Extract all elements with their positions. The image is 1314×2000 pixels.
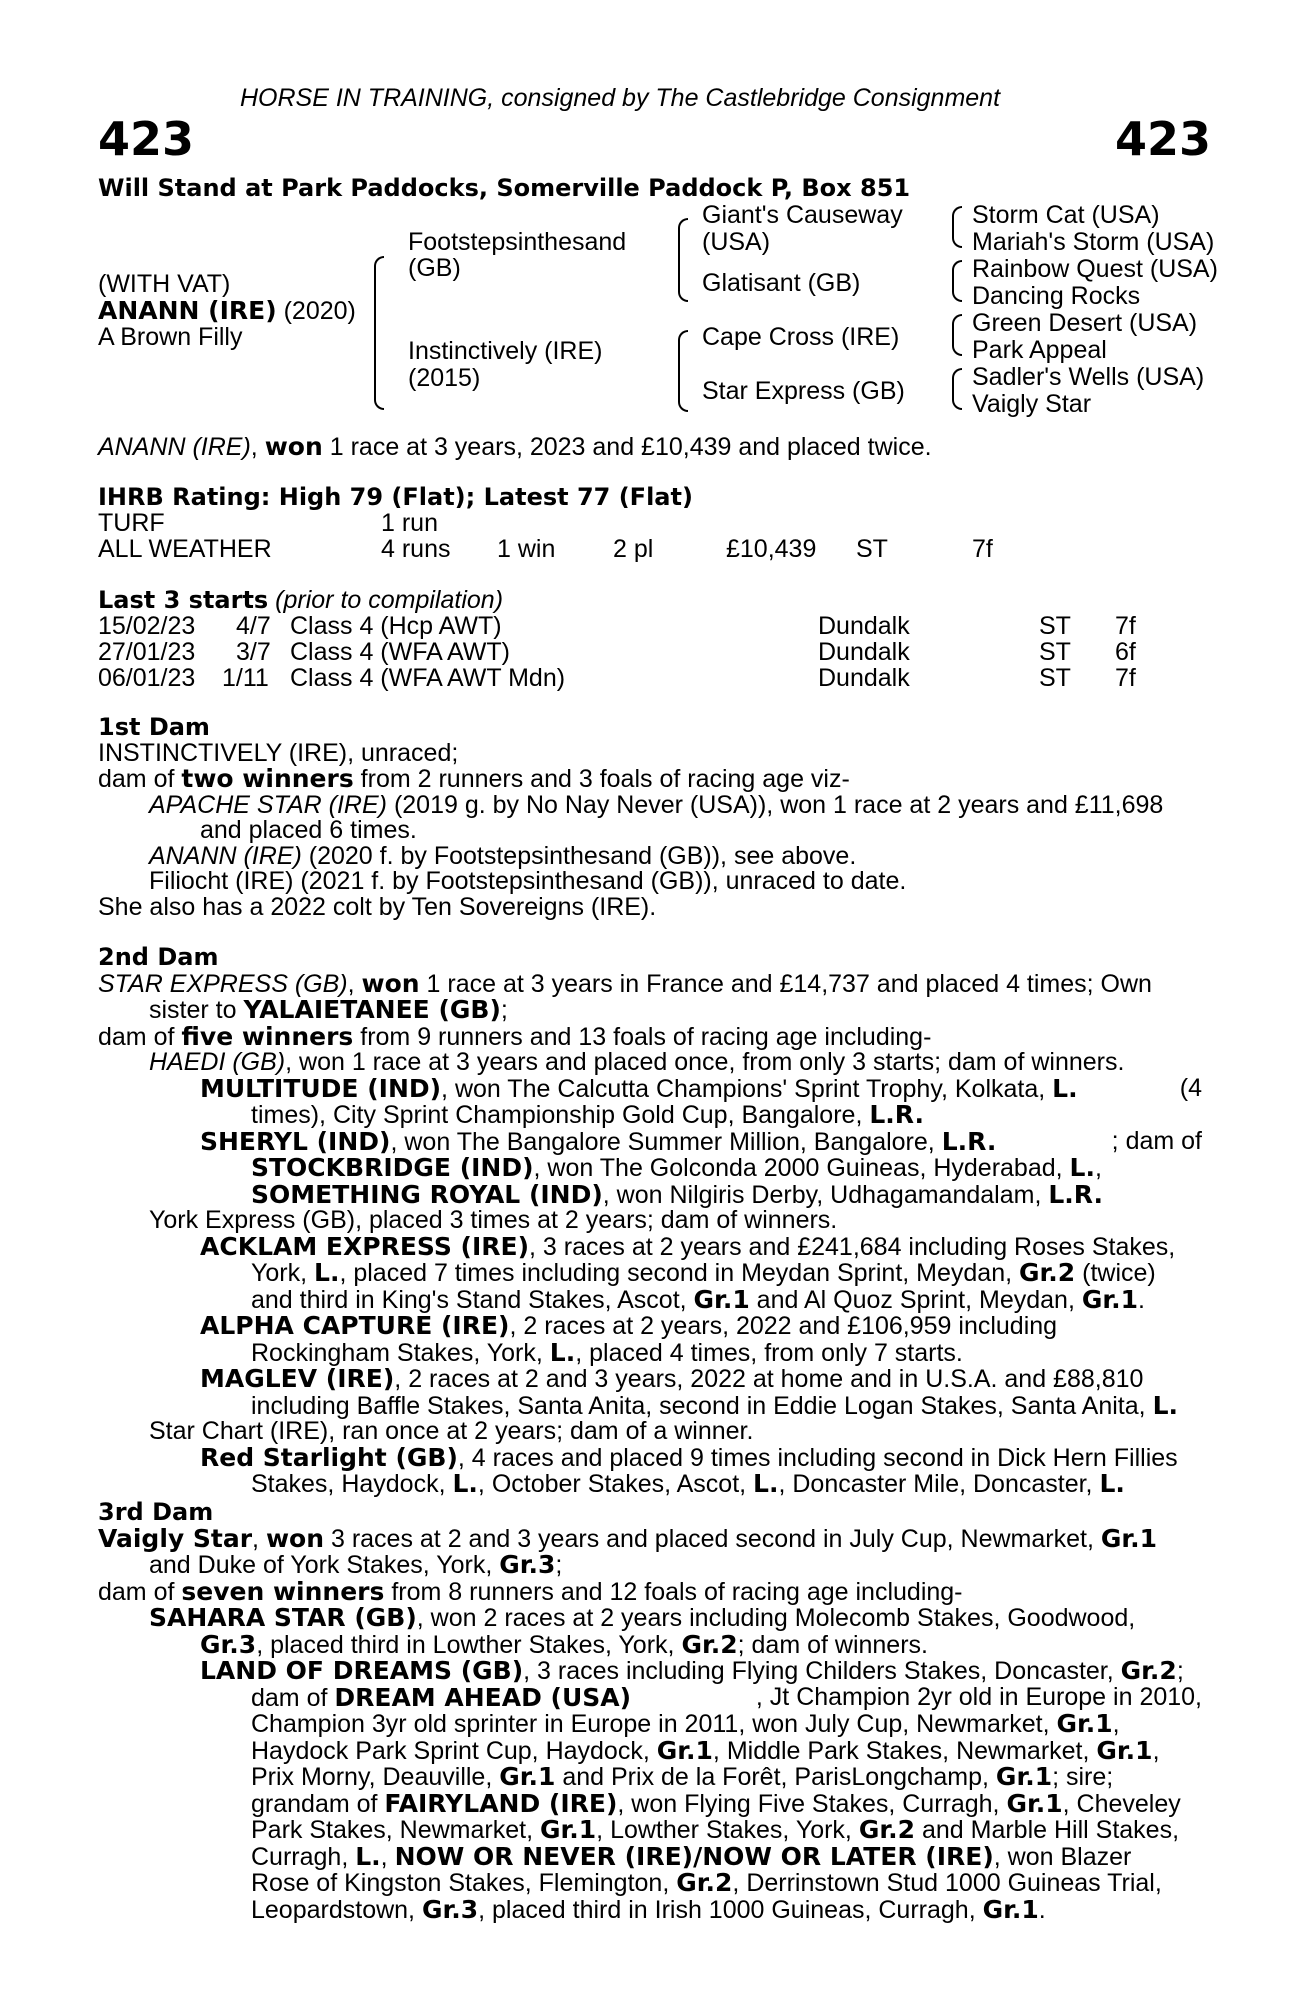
third-dam-line: Park Stakes, Newmarket, Gr.1, Lowther Stakes, York, Gr.2 and Marble Hill Stakes, xyxy=(251,1815,1180,1844)
start-course: Dundalk xyxy=(818,612,910,640)
sire-line1: Footstepsinthesand xyxy=(408,228,627,256)
first-dam-line: dam of two winners from 2 runners and 3 foals of racing age viz- xyxy=(98,764,850,793)
pedigree-dsd: Park Appeal xyxy=(972,336,1107,364)
first-dam-section xyxy=(98,715,1202,920)
pedigree-ddd: Vaigly Star xyxy=(972,390,1092,418)
second-dam-line: and third in King's Stand Stakes, Ascot, Gr.1 and Al Quoz Sprint, Meydan, Gr.1. xyxy=(251,1284,1145,1314)
second-dam-line: times), City Sprint Championship Gold Cup, Bangalore, L.R. xyxy=(251,1100,924,1129)
pedigree-bracket xyxy=(678,330,688,412)
dam-line2: (2015) xyxy=(408,364,481,392)
start-going: ST xyxy=(1039,664,1071,692)
third-dam-line: Gr.3, placed third in Lowther Stakes, York, Gr.2; dam of winners. xyxy=(200,1629,928,1659)
start-going: ST xyxy=(1039,612,1071,640)
lot-number-right: 423 xyxy=(1115,112,1212,166)
first-dam-line: APACHE STAR (IRE) (2019 g. by No Nay Never (USA)), won 1 race at 2 years and £11,698 xyxy=(149,790,1164,819)
second-dam-line: York, L., placed 7 times including second in Meydan Sprint, Meydan, Gr.2 (twice) xyxy=(251,1258,1156,1287)
horse-year: (2020) xyxy=(283,297,356,325)
starts-title: Last 3 starts xyxy=(98,586,269,614)
first-dam-line: and placed 6 times. xyxy=(200,816,417,844)
first-dam-line: INSTINCTIVELY (IRE), unraced; xyxy=(98,738,459,767)
first-dam-line: ANANN (IRE) (2020 f. by Footstepsinthesand (GB)), see above. xyxy=(149,841,857,870)
sire-dam: Glatisant (GB) xyxy=(702,269,861,297)
second-dam-line: Rockingham Stakes, York, L., placed 4 times, from only 7 starts. xyxy=(251,1337,963,1367)
third-dam-line: dam of DREAM AHEAD (USA) , Jt Champion 2yr old in Europe in 2010, xyxy=(251,1682,1202,1712)
first-dam-line: Filiocht (IRE) (2021 f. by Footstepsinthesand (GB)), unraced to date. xyxy=(149,867,907,895)
pedigree-bracket xyxy=(952,206,962,248)
third-dam-line: Rose of Kingston Stakes, Flemington, Gr.2, Derrinstown Stud 1000 Guineas Trial, xyxy=(251,1868,1162,1897)
sire-sire-line1: Giant's Causeway xyxy=(702,201,903,229)
start-distance: 7f xyxy=(1115,612,1136,640)
rating-heading: IHRB Rating: High 79 (Flat); Latest 77 (Flat) xyxy=(98,483,693,511)
second-dam-heading: 2nd Dam xyxy=(98,943,219,971)
pedigree-sds: Rainbow Quest (USA) xyxy=(972,255,1218,283)
third-dam-line: SAHARA STAR (GB), won 2 races at 2 years including Molecomb Stakes, Goodwood, xyxy=(149,1603,1136,1632)
pedigree-bracket xyxy=(952,368,962,410)
pedigree-dds: Sadler's Wells (USA) xyxy=(972,363,1205,391)
third-dam-heading: 3rd Dam xyxy=(98,1498,214,1526)
start-race: Class 4 (WFA AWT Mdn) xyxy=(290,664,566,692)
dam-dam: Star Express (GB) xyxy=(702,377,905,405)
start-date: 06/01/23 xyxy=(98,664,196,692)
second-dam-line: including Baffle Stakes, Santa Anita, second in Eddie Logan Stakes, Santa Anita, L. xyxy=(251,1390,1178,1420)
third-dam-line: Leopardstown, Gr.3, placed third in Irish 1000 Guineas, Curragh, Gr.1. xyxy=(251,1894,1046,1924)
pedigree-bracket xyxy=(678,218,688,302)
horse-description: A Brown Filly xyxy=(98,323,243,351)
rating-placed: 2 pl xyxy=(613,535,654,563)
third-dam-line: LAND OF DREAMS (GB), 3 races including Flying Childers Stakes, Doncaster, Gr.2; xyxy=(200,1656,1184,1685)
rating-runs: 1 run xyxy=(381,509,438,537)
rating-prize: £10,439 xyxy=(726,535,817,563)
start-date: 15/02/23 xyxy=(98,612,196,640)
pedigree-bracket xyxy=(952,314,962,356)
rating-surface: ALL WEATHER xyxy=(98,535,272,563)
sire-line2: (GB) xyxy=(408,254,461,282)
race-summary: ANANN (IRE), won 1 race at 3 years, 2023 and £10,439 and placed twice. xyxy=(98,432,932,461)
first-dam-heading: 1st Dam xyxy=(98,713,210,741)
second-dam-line: HAEDI (GB), won 1 race at 3 years and placed once, from only 3 starts; dam of winners. xyxy=(149,1048,1125,1076)
lot-number-left: 423 xyxy=(98,112,195,166)
second-dam-line: STOCKBRIDGE (IND), won The Golconda 2000 Guineas, Hyderabad, L., xyxy=(251,1153,1102,1182)
horse-name-line xyxy=(98,298,356,325)
second-dam-line: York Express (GB), placed 3 times at 2 years; dam of winners. xyxy=(149,1206,838,1234)
second-dam-line: Star Chart (IRE), ran once at 2 years; dam of a winner. xyxy=(149,1417,754,1445)
second-dam-line: ACKLAM EXPRESS (IRE), 3 races at 2 years and £241,684 including Roses Stakes, xyxy=(200,1231,1176,1261)
second-dam-line: Red Starlight (GB), 4 races and placed 9 times including second in Dick Hern Fillies xyxy=(200,1442,1178,1472)
start-course: Dundalk xyxy=(818,664,910,692)
start-race: Class 4 (Hcp AWT) xyxy=(290,612,502,640)
second-dam-section xyxy=(98,945,1202,1498)
third-dam-section xyxy=(98,1500,1202,1923)
start-going: ST xyxy=(1039,638,1071,666)
start-position: 4/7 xyxy=(236,612,271,640)
pedigree-bracket xyxy=(374,256,384,410)
rating-surface: TURF xyxy=(98,509,165,537)
second-dam-line: STAR EXPRESS (GB), won 1 race at 3 years in France and £14,737 and placed 4 times; Own xyxy=(98,968,1152,998)
start-date: 27/01/23 xyxy=(98,638,196,666)
summary-text: 1 race at 3 years, 2023 and £10,439 and placed twice. xyxy=(329,433,932,461)
third-dam-line: dam of seven winners from 8 runners and 12 foals of racing age including- xyxy=(98,1576,963,1606)
rating-runs: 4 runs xyxy=(381,535,451,563)
start-distance: 7f xyxy=(1115,664,1136,692)
second-dam-line: dam of five winners from 9 runners and 13 foals of racing age including- xyxy=(98,1021,932,1051)
start-race: Class 4 (WFA AWT) xyxy=(290,638,510,666)
first-dam-line: She also has a 2022 colt by Ten Sovereigns (IRE). xyxy=(98,892,657,921)
second-dam-line: sister to YALAIETANEE (GB); xyxy=(149,995,508,1024)
third-dam-line: Haydock Park Sprint Cup, Haydock, Gr.1, Middle Park Stakes, Newmarket, Gr.1, xyxy=(251,1735,1160,1765)
starts-note: (prior to compilation) xyxy=(275,586,504,614)
third-dam-line: Champion 3yr old sprinter in Europe in 2011, won July Cup, Newmarket, Gr.1, xyxy=(251,1709,1120,1738)
starts-heading xyxy=(98,588,503,614)
second-dam-line: SHERYL (IND), won The Bangalore Summer Million, Bangalore, L.R. ; dam of xyxy=(200,1126,1202,1156)
summary-horse-name: ANANN (IRE) xyxy=(98,433,251,461)
start-position: 3/7 xyxy=(236,638,271,666)
stable-location: Will Stand at Park Paddocks, Somerville Paddock P, Box 851 xyxy=(98,174,911,202)
rating-distance: 7f xyxy=(972,535,993,563)
second-dam-line: MULTITUDE (IND), won The Calcutta Champions' Sprint Trophy, Kolkata, L. (4 xyxy=(200,1073,1202,1103)
horse-name: ANANN (IRE) xyxy=(98,296,277,325)
start-distance: 6f xyxy=(1115,638,1136,666)
start-position: 1/11 xyxy=(222,664,269,692)
dam-sire: Cape Cross (IRE) xyxy=(702,323,900,351)
summary-won: won xyxy=(264,432,323,461)
third-dam-line: Prix Morny, Deauville, Gr.1 and Prix de la Forêt, ParisLongchamp, Gr.1; sire; xyxy=(251,1762,1114,1791)
second-dam-line: MAGLEV (IRE), 2 races at 2 and 3 years, 2022 at home and in U.S.A. and £88,810 xyxy=(200,1364,1144,1393)
vat-note: (WITH VAT) xyxy=(98,270,231,298)
third-dam-line: grandam of FAIRYLAND (IRE), won Flying Five Stakes, Curragh, Gr.1, Cheveley xyxy=(251,1788,1181,1818)
second-dam-line: SOMETHING ROYAL (IND), won Nilgiris Derby, Udhagamandalam, L.R. xyxy=(251,1179,1103,1209)
dam-line1: Instinctively (IRE) xyxy=(408,337,603,365)
pedigree-bracket xyxy=(952,260,962,302)
pedigree-sss: Storm Cat (USA) xyxy=(972,201,1160,229)
third-dam-line: Vaigly Star, won 3 races at 2 and 3 years and placed second in July Cup, Newmarket, Gr.1 xyxy=(98,1523,1158,1553)
sire-sire-line2: (USA) xyxy=(702,228,771,256)
third-dam-line: Curragh, L., NOW OR NEVER (IRE)/NOW OR LATER (IRE), won Blazer xyxy=(251,1841,1132,1871)
rating-going: ST xyxy=(856,535,888,563)
pedigree-ssd: Mariah's Storm (USA) xyxy=(972,228,1215,256)
start-course: Dundalk xyxy=(818,638,910,666)
second-dam-line: Stakes, Haydock, L., October Stakes, Ascot, L., Doncaster Mile, Doncaster, L. xyxy=(251,1469,1125,1498)
catalogue-header: HORSE IN TRAINING, consigned by The Castlebridge Consignment xyxy=(240,84,1001,112)
pedigree-dss: Green Desert (USA) xyxy=(972,309,1198,337)
third-dam-line: and Duke of York Stakes, York, Gr.3; xyxy=(149,1550,563,1579)
rating-wins: 1 win xyxy=(497,535,556,563)
pedigree-sdd: Dancing Rocks xyxy=(972,282,1141,310)
second-dam-line: ALPHA CAPTURE (IRE), 2 races at 2 years, 2022 and £106,959 including xyxy=(200,1311,1058,1340)
